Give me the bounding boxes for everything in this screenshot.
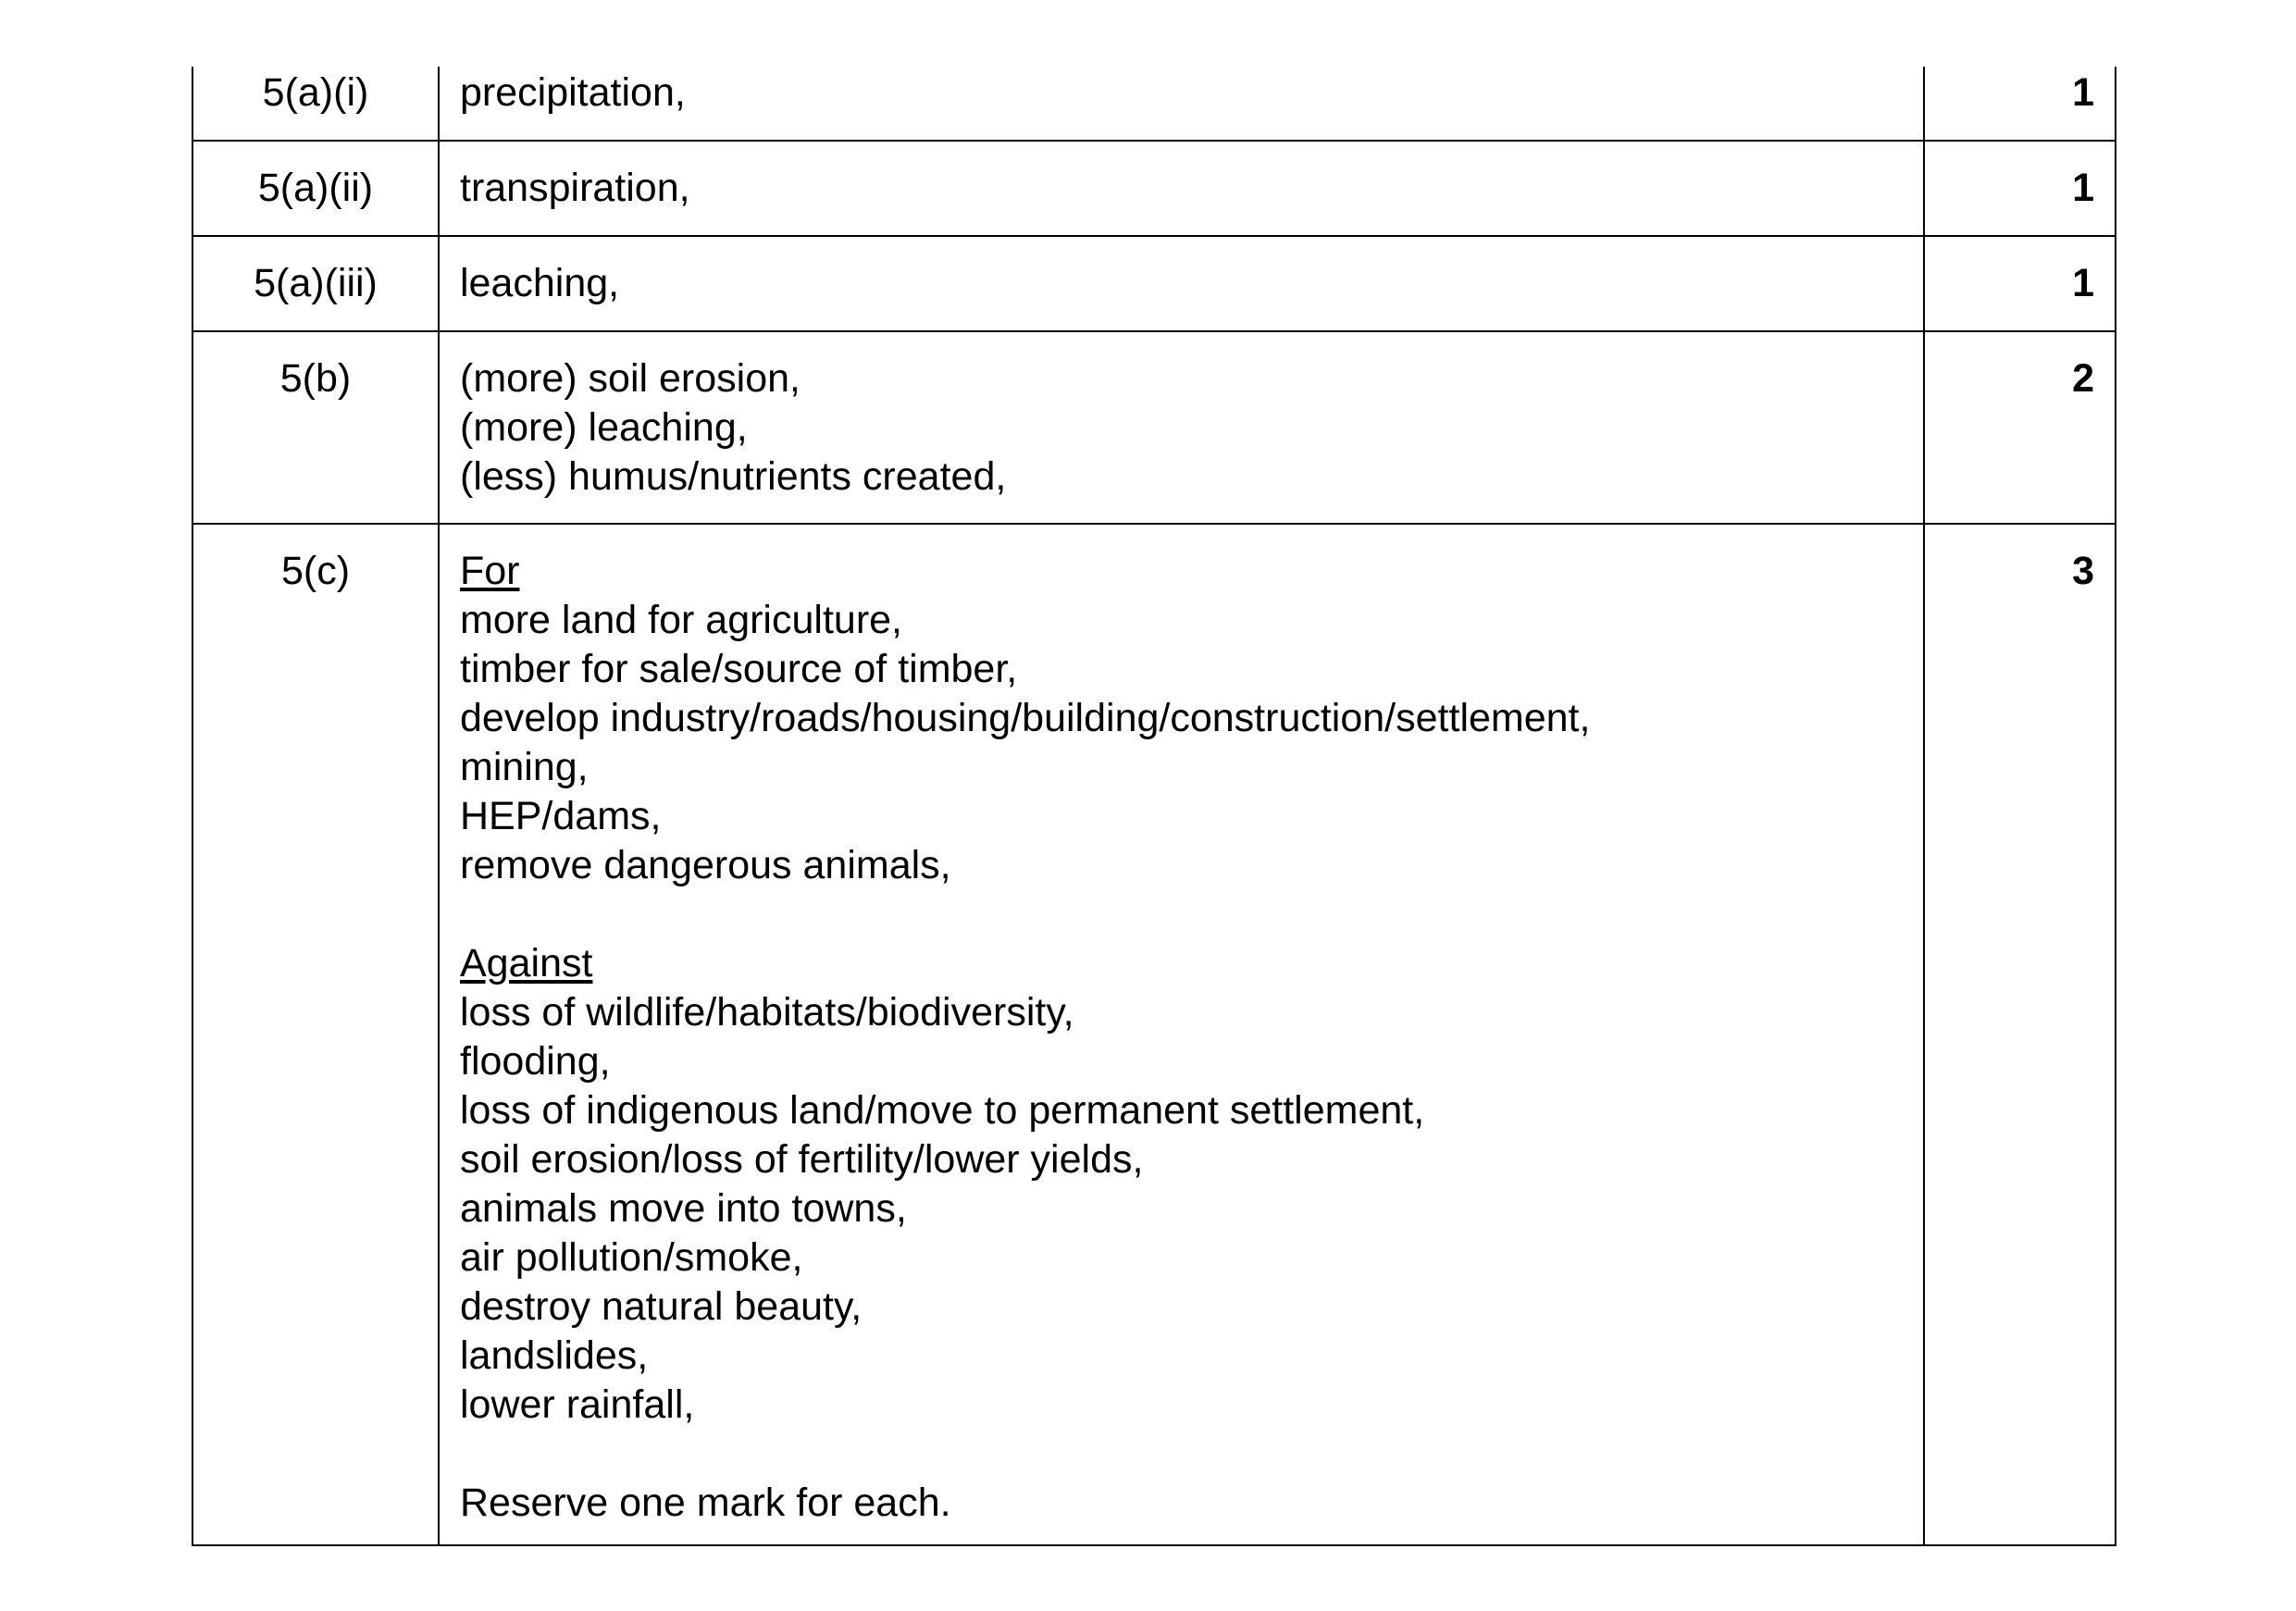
marks-cell — [1924, 331, 2116, 524]
for-line: mining, — [460, 745, 589, 789]
answer-line: (more) leaching, — [460, 405, 748, 450]
answer-line: leaching, — [460, 261, 620, 305]
spacer — [460, 890, 1903, 939]
against-line: destroy natural beauty, — [460, 1284, 863, 1329]
against-line: landslides, — [460, 1333, 649, 1378]
mark-scheme-table — [192, 67, 2116, 1546]
question-cell — [192, 331, 439, 524]
answer-cell — [439, 236, 1924, 331]
question-cell — [192, 236, 439, 331]
for-line: more land for agriculture, — [460, 598, 902, 642]
answer-cell — [439, 67, 1924, 141]
marks-value: 1 — [2072, 261, 2094, 305]
marks-value: 2 — [2072, 356, 2094, 401]
table-row — [192, 236, 2116, 331]
against-line: lower rainfall, — [460, 1382, 695, 1427]
answer-cell — [439, 331, 1924, 524]
question-number: 5(c) — [280, 549, 351, 593]
against-heading: Against — [460, 941, 593, 985]
answer-line: (more) soil erosion, — [460, 356, 800, 401]
question-cell — [192, 141, 439, 236]
marks-value: 1 — [2072, 166, 2094, 210]
marks-cell — [1924, 141, 2116, 236]
question-cell — [192, 67, 439, 141]
for-line: develop industry/roads/housing/building/construction/settlement, — [460, 696, 1591, 740]
for-heading: For — [460, 549, 520, 593]
question-number: 5(a)(i) — [262, 70, 369, 115]
table-row — [192, 331, 2116, 524]
for-line: HEP/dams, — [460, 794, 662, 838]
marks-cell — [1924, 524, 2116, 1545]
answer-cell — [439, 141, 1924, 236]
marks-cell — [1924, 67, 2116, 141]
table-row — [192, 141, 2116, 236]
question-cell — [192, 524, 439, 1545]
answer-cell — [439, 524, 1924, 1545]
against-line: soil erosion/loss of fertility/lower yields, — [460, 1137, 1144, 1182]
against-line: loss of indigenous land/move to permanent settlement, — [460, 1088, 1425, 1133]
for-line: timber for sale/source of timber, — [460, 647, 1018, 691]
answer-line: (less) humus/nutrients created, — [460, 454, 1007, 499]
question-number: 5(b) — [279, 356, 352, 401]
against-line: animals move into towns, — [460, 1186, 907, 1231]
spacer — [460, 1430, 1903, 1479]
marking-note: Reserve one mark for each. — [460, 1481, 951, 1525]
for-line: remove dangerous animals, — [460, 843, 951, 887]
table-row — [192, 67, 2116, 141]
marks-value: 1 — [2072, 70, 2094, 115]
answer-line: precipitation, — [460, 70, 686, 115]
answer-line: transpiration, — [460, 166, 690, 210]
table-row — [192, 524, 2116, 1545]
marks-value: 3 — [2072, 549, 2094, 593]
against-line: air pollution/smoke, — [460, 1235, 803, 1280]
marks-cell — [1924, 236, 2116, 331]
question-number: 5(a)(ii) — [257, 166, 374, 210]
question-number: 5(a)(iii) — [254, 261, 378, 305]
against-line: flooding, — [460, 1039, 611, 1084]
against-line: loss of wildlife/habitats/biodiversity, — [460, 990, 1074, 1035]
